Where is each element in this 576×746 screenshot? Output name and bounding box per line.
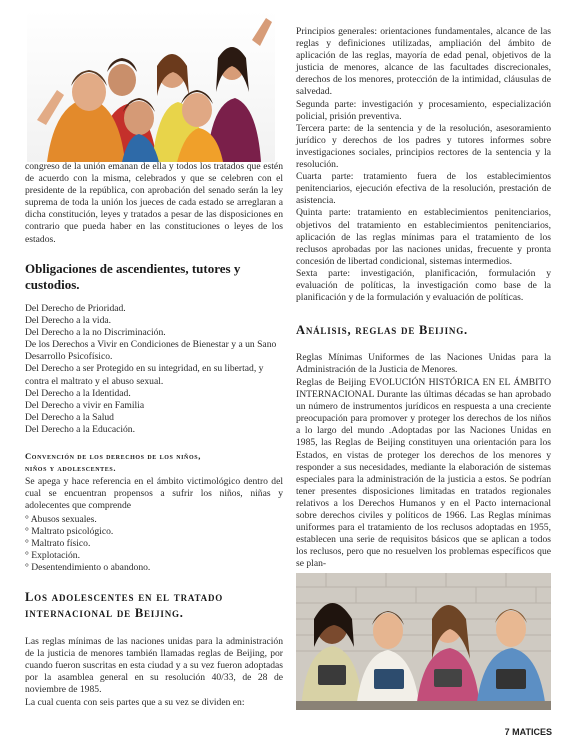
part-item: Segunda parte: investigación y procesamiento, especialización policial, prisión preventiva. — [296, 98, 551, 122]
teens-with-tablets-photo — [296, 573, 551, 710]
parts-intro: La cual cuenta con seis partes que a su vez se dividen en: — [25, 697, 245, 708]
list-item: ° Maltrato psicológico. — [25, 526, 114, 538]
part-item: Sexta parte: investigación, planificación, formulación y evaluación de políticas, la investigación como base de la planificación y de la formulación y evaluación de políticas. — [296, 267, 551, 304]
parts-list — [296, 26, 551, 304]
part-item: Principios generales: orientaciones fundamentales, alcance de las reglas y definiciones utilizadas, ampliación del ámbito de aplicación de las reglas, mayoría de edad penal, objetivos de la justicia de menores, alcance de las facultades discrecionales, derechos de los menores, protección de la intimidad, cláusulas de salvedad. — [296, 26, 551, 98]
list-item: De los Derechos a Vivir en Condiciones de Bienestar y a un Sano Desarrollo Psicofísico. — [25, 339, 277, 363]
list-item: Del Derecho de Prioridad. — [25, 303, 126, 314]
obligations-heading: Obligaciones de ascendientes, tutores y custodios. — [25, 261, 241, 292]
teens-group-illustration — [27, 10, 275, 162]
list-item: ° Desentendimiento o abandono. — [25, 562, 151, 574]
list-item: Del Derecho a la Salud — [25, 411, 114, 423]
list-item: Del Derecho a la no Discriminación. — [25, 327, 166, 339]
list-item: Del Derecho a vivir en Familia — [25, 399, 145, 411]
analysis-paragraph-2: Reglas de Beijing EVOLUCIÓN HISTÓRICA EN EL ÁMBITO INTERNACIONAL Durante las últimas décadas se han aprobado un número de instrumentos jurídicos en respuesta a una creciente preocupación para promover y proteger los derechos de los niños a lo largo del mundo .Adoptadas por las Naciones Unidas en 1985, las Reglas de Beijing constituyen una orientación para los Estados, en vistas de proteger los derechos de los menores y responder a sus necesidades, mediante la elaboración de sistemas especiales para la administración de la justicia a estos. Se podrían tener presentes disposiciones limitadas en tratados regionales relativos a los Derechos Humanos y en el Pacto internacional sobre derechos civiles y políticos de 1966. Las Reglas mínimas uniformes para el tratamiento de los reclusos adoptadas en 1955, establecen una serie de requisitos básicos que se aplican a todos los reclusos, pero que no resuelven los problemas específicos que se plan- — [296, 377, 551, 570]
list-item: Del Derecho a ser Protegido en su integridad, en su libertad, y contra el maltrato y el abuso sexual. — [25, 363, 264, 387]
page-number: 7 MATICES — [504, 727, 552, 737]
teens-wall-illustration — [296, 573, 551, 710]
list-item: ° Explotación. — [25, 550, 80, 562]
list-item: Del Derecho a la Identidad. — [25, 387, 131, 399]
convention-heading: Convención de los derechos de los niños, niños y adolescentes. — [25, 451, 201, 473]
list-item: ° Abusos sexuales. — [25, 514, 97, 525]
rights-list — [25, 303, 283, 436]
part-item: Cuarta parte: tratamiento fuera de los establecimientos penitenciarios, ejecución efectiva de la resolución, prestación de asistencia. — [296, 171, 551, 207]
beijing-heading: Los adolescentes en el tratado internacional de Beijing. — [25, 590, 224, 620]
abuses-list — [25, 514, 283, 574]
part-item: Quinta parte: tratamiento en establecimientos penitenciarios, objetivos del tratamiento en establecimientos penitenciarios, aplicación de las reglas mínimas para el tratamiento de los reclusos aprobadas por las naciones unidas, frecuente y pronta concesión de libertad condicional, sistemas intermedios. — [296, 207, 551, 267]
part-item: Tercera parte: de la sentencia y de la resolución, asesoramiento jurídico y derechos de los padres y tutores informes sobre investigaciones sociales, principios rectores de la sentencia y la resolución. — [296, 122, 551, 171]
list-item: Del Derecho a la Educación. — [25, 423, 136, 435]
teens-group-photo — [27, 10, 275, 162]
convention-paragraph: Se apega y hace referencia en el ámbito victimológico dentro del cual se encuentran propensos a sufrir los niños, niñas y adolecentes que comprende — [25, 476, 283, 512]
beijing-paragraph: Las reglas mínimas de las naciones unidas para la administración de la justicia de menores también llamadas reglas de Beijing, por cuando fueron suscritas en esta ciudad y a su vez fueron adoptadas por la asamblea general en su resolución 40/33, de 28 de noviembre de 1985. — [25, 636, 283, 696]
intro-paragraph: congreso de la unión emanan de ella y todos los tratados que estén de acuerdo con la misma, celebrados y que se celebren con el presidente de la república, con aprobación del senado serán la ley suprema de toda la unión los jueces de cada estado se arreglaran a dicha constitución, leyes y tratados a pesar de las disposiciones en contrario que pueda haber en las constituciones o leyes de los estados. — [25, 161, 283, 245]
list-item: Del Derecho a la vida. — [25, 315, 112, 327]
analysis-heading: Análisis, reglas de Beijing. — [296, 323, 468, 337]
list-item: ° Maltrato físico. — [25, 538, 91, 550]
analysis-paragraph-1: Reglas Mínimas Uniformes de las Naciones Unidas para la Administración de la Justicia de Menores. — [296, 352, 551, 376]
